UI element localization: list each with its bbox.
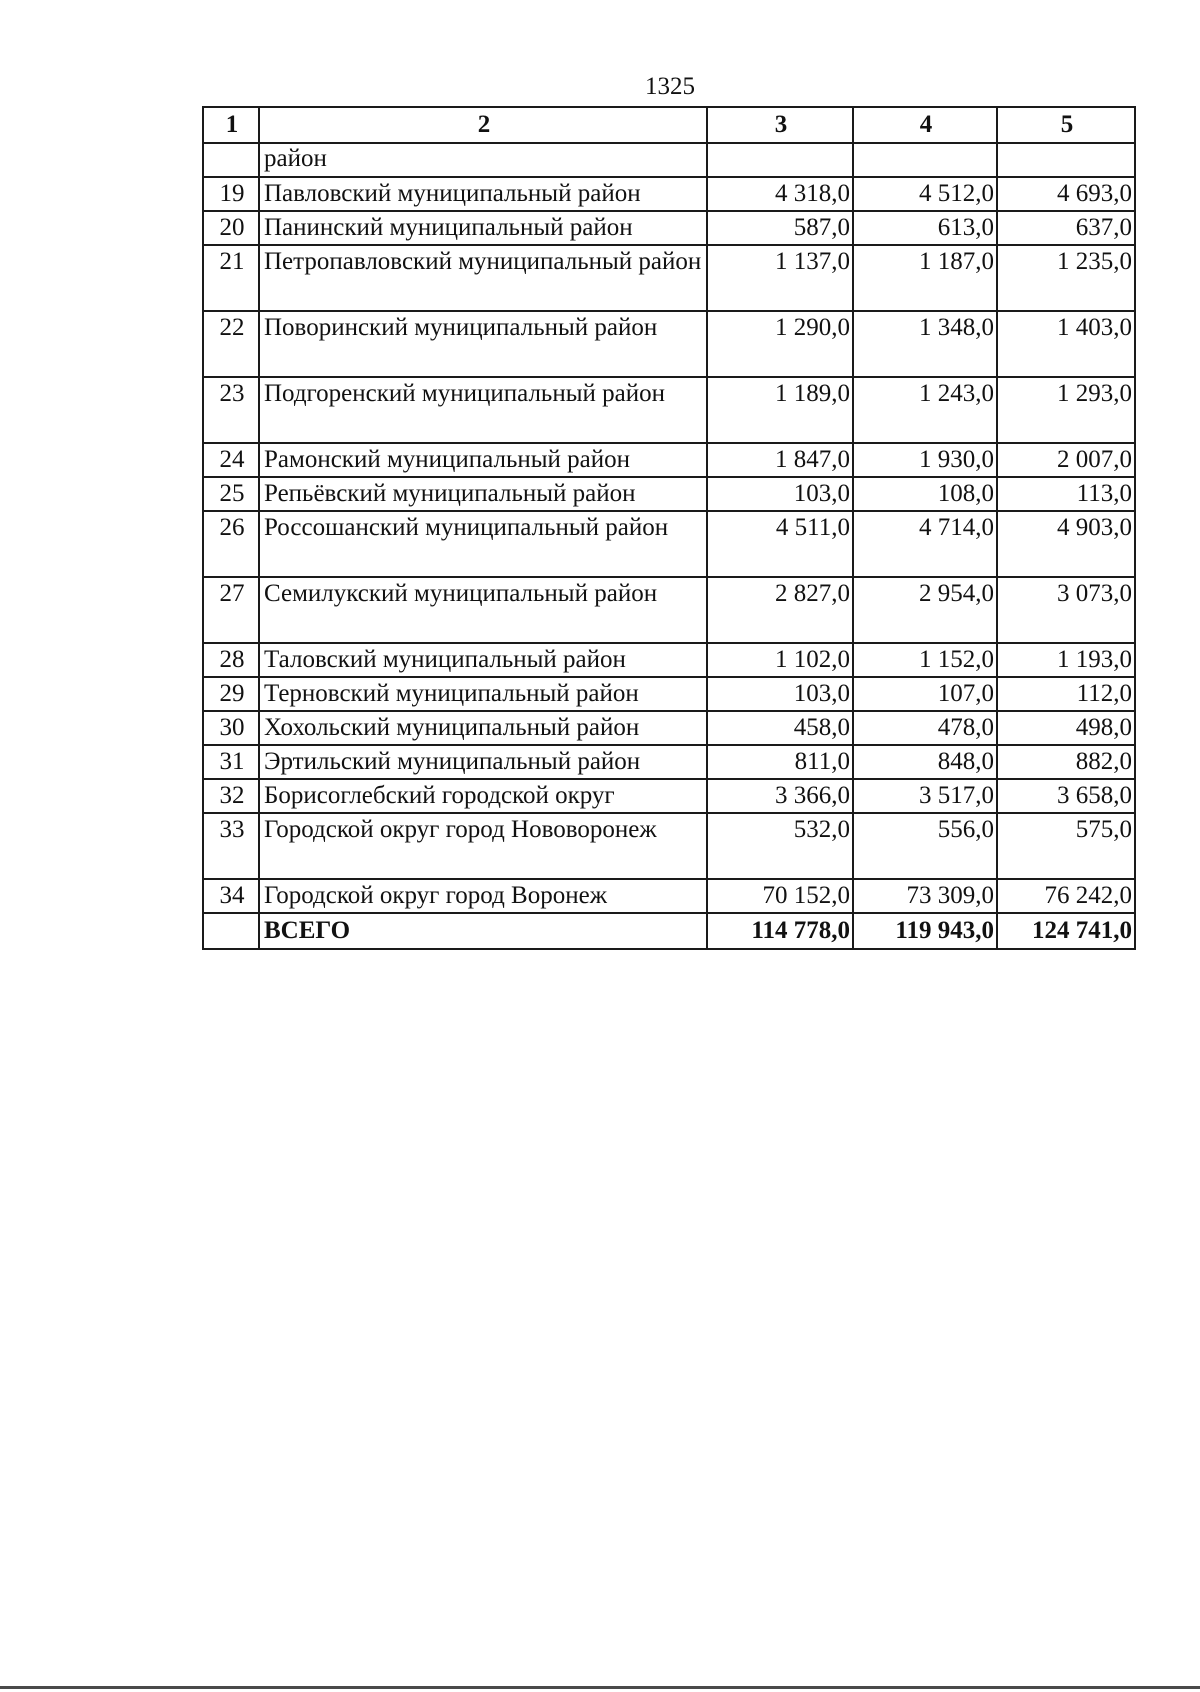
row-value: 3 658,0 <box>997 779 1135 813</box>
row-value: 4 693,0 <box>997 177 1135 211</box>
header-cell: 2 <box>259 107 707 143</box>
row-value: 587,0 <box>707 211 853 245</box>
table-row <box>203 311 1135 377</box>
table-row <box>203 643 1135 677</box>
row-number: 33 <box>203 813 259 879</box>
table-row <box>203 879 1135 913</box>
row-name: Репьёвский муниципальный район <box>259 477 707 511</box>
table-row <box>203 477 1135 511</box>
row-name: Семилукский муниципальный район <box>259 577 707 643</box>
row-value: 1 235,0 <box>997 245 1135 311</box>
row-value: 1 137,0 <box>707 245 853 311</box>
row-value <box>997 143 1135 177</box>
row-value: 113,0 <box>997 477 1135 511</box>
table-row <box>203 245 1135 311</box>
row-value: 1 193,0 <box>997 643 1135 677</box>
row-value: 70 152,0 <box>707 879 853 913</box>
row-value: 1 293,0 <box>997 377 1135 443</box>
row-number <box>203 913 259 949</box>
row-value: 1 243,0 <box>853 377 997 443</box>
table-row <box>203 511 1135 577</box>
table-row <box>203 711 1135 745</box>
row-number: 28 <box>203 643 259 677</box>
row-value: 3 366,0 <box>707 779 853 813</box>
row-number: 34 <box>203 879 259 913</box>
table-row <box>203 813 1135 879</box>
row-name: Терновский муниципальный район <box>259 677 707 711</box>
row-value: 2 954,0 <box>853 577 997 643</box>
row-value: 478,0 <box>853 711 997 745</box>
row-value: 112,0 <box>997 677 1135 711</box>
table-row <box>203 211 1135 245</box>
row-value: 2 827,0 <box>707 577 853 643</box>
row-value: 613,0 <box>853 211 997 245</box>
table-row <box>203 677 1135 711</box>
row-value: 4 511,0 <box>707 511 853 577</box>
row-value <box>853 143 997 177</box>
table-row <box>203 377 1135 443</box>
header-row <box>203 107 1135 143</box>
row-number: 22 <box>203 311 259 377</box>
header-cell: 3 <box>707 107 853 143</box>
row-name: Хохольский муниципальный район <box>259 711 707 745</box>
header-cell: 5 <box>997 107 1135 143</box>
row-value: 1 189,0 <box>707 377 853 443</box>
row-value: 4 714,0 <box>853 511 997 577</box>
row-value: 556,0 <box>853 813 997 879</box>
row-value: 4 512,0 <box>853 177 997 211</box>
row-name: Городской округ город Нововоронеж <box>259 813 707 879</box>
row-name: Рамонский муниципальный район <box>259 443 707 477</box>
page-bottom-rule <box>0 1686 1200 1689</box>
row-number: 32 <box>203 779 259 813</box>
page-number: 1325 <box>645 73 695 100</box>
row-number: 21 <box>203 245 259 311</box>
row-value: 1 290,0 <box>707 311 853 377</box>
row-number: 23 <box>203 377 259 443</box>
total-value: 119 943,0 <box>853 913 997 949</box>
row-name: Эртильский муниципальный район <box>259 745 707 779</box>
row-number: 19 <box>203 177 259 211</box>
row-value <box>707 143 853 177</box>
total-value: 124 741,0 <box>997 913 1135 949</box>
row-value: 575,0 <box>997 813 1135 879</box>
row-value: 498,0 <box>997 711 1135 745</box>
data-table <box>202 106 1136 950</box>
row-name: Павловский муниципальный район <box>259 177 707 211</box>
row-value: 1 102,0 <box>707 643 853 677</box>
row-name: Таловский муниципальный район <box>259 643 707 677</box>
row-value: 3 073,0 <box>997 577 1135 643</box>
row-value: 108,0 <box>853 477 997 511</box>
row-value: 103,0 <box>707 677 853 711</box>
row-value: 1 847,0 <box>707 443 853 477</box>
row-name: Петропавловский муниципальный район <box>259 245 707 311</box>
row-value: 458,0 <box>707 711 853 745</box>
header-cell: 4 <box>853 107 997 143</box>
table-row <box>203 443 1135 477</box>
row-number: 27 <box>203 577 259 643</box>
header-cell: 1 <box>203 107 259 143</box>
total-row <box>203 913 1135 949</box>
row-number: 29 <box>203 677 259 711</box>
row-value: 1 152,0 <box>853 643 997 677</box>
row-value: 1 348,0 <box>853 311 997 377</box>
row-value: 532,0 <box>707 813 853 879</box>
row-name: Борисоглебский городской округ <box>259 779 707 813</box>
row-number <box>203 143 259 177</box>
row-value: 1 403,0 <box>997 311 1135 377</box>
row-value: 2 007,0 <box>997 443 1135 477</box>
row-name: Россошанский муниципальный район <box>259 511 707 577</box>
total-value: 114 778,0 <box>707 913 853 949</box>
table-row <box>203 177 1135 211</box>
continuation-row <box>203 143 1135 177</box>
row-value: 637,0 <box>997 211 1135 245</box>
row-name: Подгоренский муниципальный район <box>259 377 707 443</box>
row-number: 25 <box>203 477 259 511</box>
row-value: 4 903,0 <box>997 511 1135 577</box>
row-value: 103,0 <box>707 477 853 511</box>
row-number: 31 <box>203 745 259 779</box>
row-name: Панинский муниципальный район <box>259 211 707 245</box>
row-value: 3 517,0 <box>853 779 997 813</box>
row-value: 4 318,0 <box>707 177 853 211</box>
table-row <box>203 779 1135 813</box>
row-name: Городской округ город Воронеж <box>259 879 707 913</box>
row-number: 20 <box>203 211 259 245</box>
row-value: 882,0 <box>997 745 1135 779</box>
row-value: 1 187,0 <box>853 245 997 311</box>
table-row <box>203 745 1135 779</box>
row-value: 811,0 <box>707 745 853 779</box>
table-row <box>203 577 1135 643</box>
row-value: 848,0 <box>853 745 997 779</box>
row-number: 24 <box>203 443 259 477</box>
row-name: район <box>259 143 707 177</box>
total-label: ВСЕГО <box>259 913 707 949</box>
row-value: 73 309,0 <box>853 879 997 913</box>
row-value: 76 242,0 <box>997 879 1135 913</box>
row-number: 26 <box>203 511 259 577</box>
row-value: 107,0 <box>853 677 997 711</box>
row-number: 30 <box>203 711 259 745</box>
row-name: Поворинский муниципальный район <box>259 311 707 377</box>
row-value: 1 930,0 <box>853 443 997 477</box>
